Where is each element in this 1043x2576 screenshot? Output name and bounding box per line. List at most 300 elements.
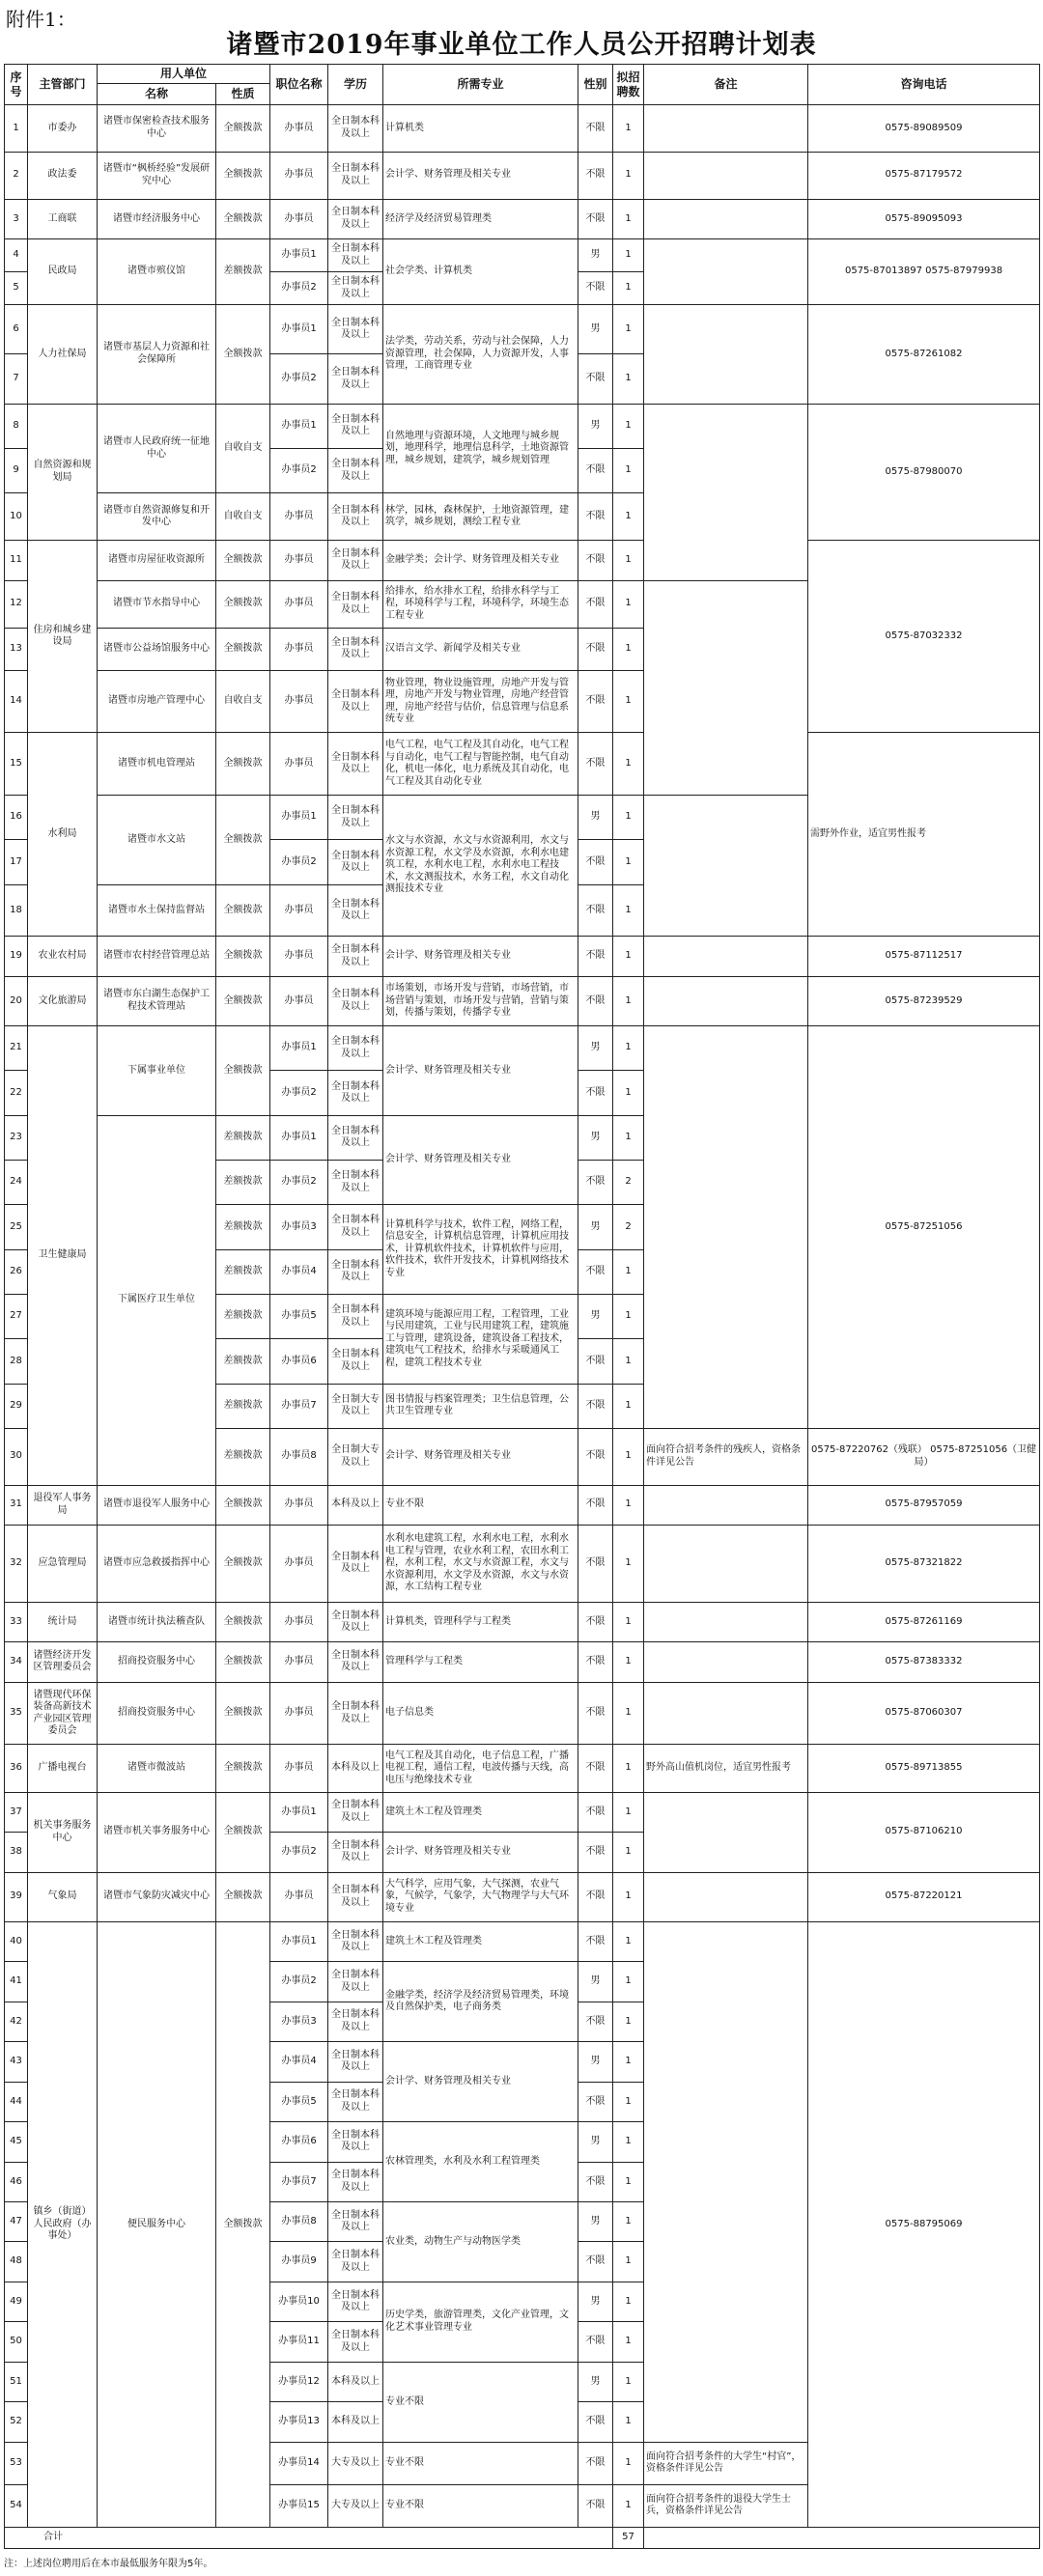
seq-cell: 30 (5, 1428, 28, 1485)
edu-cell: 全日制本科及以上 (328, 733, 383, 796)
table-row (5, 976, 1040, 1025)
major-cell: 水利水电建筑工程，水利水电工程，水利水电工程与管理，农业水利工程，农田水利工程，水利工程，水文与水资源工程，水文与水资源利用，水文学及水资源，水文与水资源，水工结构工程专业 (383, 1525, 578, 1602)
count-cell: 1 (613, 2122, 644, 2162)
remark-cell (644, 238, 808, 304)
gender-cell: 男 (578, 1294, 613, 1338)
major-cell: 会计学、财务管理及相关专业 (383, 1833, 578, 1872)
count-cell: 1 (613, 1384, 644, 1428)
post-cell: 办事员1 (270, 238, 328, 271)
gender-cell: 不限 (578, 840, 613, 884)
gender-cell: 不限 (578, 1833, 613, 1872)
phone-cell: 0575-87112517 (808, 937, 1040, 976)
dept-cell: 诸暨经济开发区管理委员会 (28, 1642, 98, 1682)
table-row (5, 541, 1040, 580)
phone-cell: 0575-87261082 (808, 305, 1040, 404)
gender-cell: 不限 (578, 1384, 613, 1428)
gender-cell: 不限 (578, 1921, 613, 1961)
post-cell: 办事员1 (270, 1921, 328, 1961)
header-count: 拟招聘数 (613, 65, 644, 105)
count-cell: 1 (613, 238, 644, 271)
count-cell: 1 (613, 2162, 644, 2201)
major-cell: 会计学、财务管理及相关专业 (383, 2042, 578, 2122)
unit-name-cell: 诸暨市东白湖生态保护工程技术管理站 (98, 976, 216, 1025)
phone-cell: 0575-89095093 (808, 199, 1040, 238)
seq-cell: 50 (5, 2322, 28, 2362)
unit-type-cell: 全额拨款 (216, 1792, 270, 1872)
gender-cell: 不限 (578, 976, 613, 1025)
count-cell: 1 (613, 733, 644, 796)
table-row (5, 1602, 1040, 1641)
unit-type-cell: 全额拨款 (216, 1682, 270, 1745)
post-cell: 办事员7 (270, 2162, 328, 2201)
edu-cell: 本科及以上 (328, 2362, 383, 2401)
seq-cell: 42 (5, 2002, 28, 2041)
gender-cell: 不限 (578, 628, 613, 670)
edu-cell: 全日制本科及以上 (328, 2202, 383, 2242)
seq-cell: 8 (5, 404, 28, 448)
page-title: 诸暨市2019年事业单位工作人员公开招聘计划表 (226, 30, 817, 60)
seq-cell: 20 (5, 976, 28, 1025)
edu-cell: 全日制本科及以上 (328, 152, 383, 199)
post-cell: 办事员2 (270, 272, 328, 305)
seq-cell: 22 (5, 1071, 28, 1115)
post-cell: 办事员 (270, 1682, 328, 1745)
post-cell: 办事员 (270, 733, 328, 796)
edu-cell: 大专及以上 (328, 2442, 383, 2484)
count-cell: 1 (613, 2242, 644, 2282)
gender-cell: 不限 (578, 541, 613, 580)
table-row (5, 1872, 1040, 1921)
total-count: 57 (613, 2528, 644, 2549)
phone-cell: 0575-87060307 (808, 1682, 1040, 1745)
phone-cell: 0575-87383332 (808, 1642, 1040, 1682)
edu-cell: 全日制本科及以上 (328, 1249, 383, 1294)
major-cell: 电子信息类 (383, 1682, 578, 1745)
gender-cell: 男 (578, 1026, 613, 1071)
gender-cell: 不限 (578, 2402, 613, 2442)
seq-cell: 1 (5, 105, 28, 153)
gender-cell: 不限 (578, 2162, 613, 2201)
post-cell: 办事员2 (270, 1161, 328, 1205)
post-cell: 办事员6 (270, 2122, 328, 2162)
unit-name-cell: 诸暨市节水指导中心 (98, 580, 216, 628)
unit-type-cell: 全额拨款 (216, 199, 270, 238)
count-cell: 1 (613, 541, 644, 580)
major-cell: 水文与水资源，水文与水资源利用，水文与水资源工程，水文学及水资源，水利水电建筑工程，水利水电工程，水利水电工程技术，水文测报技术，水务工程，水文自动化测报技术专业 (383, 796, 578, 937)
edu-cell: 全日制本科及以上 (328, 2042, 383, 2082)
unit-name-cell: 诸暨市统计执法稽查队 (98, 1602, 216, 1641)
gender-cell: 不限 (578, 199, 613, 238)
phone-cell: 0575-87179572 (808, 152, 1040, 199)
header-unit-type: 性质 (216, 84, 270, 105)
seq-cell: 23 (5, 1115, 28, 1160)
edu-cell: 全日制本科及以上 (328, 1872, 383, 1921)
table-row (5, 152, 1040, 199)
unit-type-cell: 全额拨款 (216, 1525, 270, 1602)
seq-cell: 36 (5, 1745, 28, 1792)
gender-cell: 不限 (578, 105, 613, 153)
gender-cell: 男 (578, 305, 613, 354)
gender-cell: 不限 (578, 1071, 613, 1115)
count-cell: 1 (613, 884, 644, 937)
remark-cell: 需野外作业，适宜男性报考 (808, 733, 1040, 937)
remark-cell (644, 1602, 808, 1641)
post-cell: 办事员 (270, 884, 328, 937)
count-cell: 1 (613, 1339, 644, 1384)
post-cell: 办事员2 (270, 1962, 328, 2002)
table-row (5, 105, 1040, 153)
phone-cell: 0575-87980070 (808, 404, 1040, 540)
gender-cell: 不限 (578, 1792, 613, 1832)
major-cell: 电气工程及其自动化，电子信息工程，广播电视工程，通信工程，电波传播与天线，高电压与绝缘技术专业 (383, 1745, 578, 1792)
seq-cell: 10 (5, 493, 28, 541)
remark-cell: 野外高山值机岗位，适宜男性报考 (644, 1745, 808, 1792)
major-cell: 计算机类，管理科学与工程类 (383, 1602, 578, 1641)
major-cell: 大气科学，应用气象，大气探测，农业气象，气候学，气象学，大气物理学与大气环境专业 (383, 1872, 578, 1921)
unit-type-cell: 全额拨款 (216, 976, 270, 1025)
table-row (5, 404, 1040, 448)
unit-name-cell: 便民服务中心 (98, 1921, 216, 2527)
count-cell: 1 (613, 1682, 644, 1745)
unit-type-cell: 差额拨款 (216, 238, 270, 304)
unit-type-cell: 差额拨款 (216, 1205, 270, 1249)
unit-name-cell: 诸暨市气象防灾减灾中心 (98, 1872, 216, 1921)
count-cell: 1 (613, 796, 644, 840)
seq-cell: 16 (5, 796, 28, 840)
dept-cell: 水利局 (28, 733, 98, 937)
seq-cell: 25 (5, 1205, 28, 1249)
gender-cell: 不限 (578, 1485, 613, 1525)
post-cell: 办事员 (270, 541, 328, 580)
count-cell: 1 (613, 1026, 644, 1071)
seq-cell: 39 (5, 1872, 28, 1921)
unit-name-cell: 诸暨市水文站 (98, 796, 216, 885)
seq-cell: 27 (5, 1294, 28, 1338)
dept-cell: 农业农村局 (28, 937, 98, 976)
post-cell: 办事员2 (270, 449, 328, 493)
edu-cell: 全日制本科及以上 (328, 493, 383, 541)
count-cell: 1 (613, 1792, 644, 1832)
count-cell: 1 (613, 2082, 644, 2121)
remark-cell: 面向符合招考条件的大学生“村官”，资格条件详见公告 (644, 2442, 808, 2484)
edu-cell: 全日制本科及以上 (328, 796, 383, 840)
count-cell: 1 (613, 105, 644, 153)
major-cell: 会计学、财务管理及相关专业 (383, 152, 578, 199)
dept-cell: 卫生健康局 (28, 1026, 98, 1485)
unit-type-cell: 全额拨款 (216, 541, 270, 580)
edu-cell: 全日制本科及以上 (328, 1161, 383, 1205)
edu-cell: 全日制本科及以上 (328, 541, 383, 580)
edu-cell: 全日制本科及以上 (328, 884, 383, 937)
edu-cell: 大专及以上 (328, 2484, 383, 2527)
gender-cell: 不限 (578, 2082, 613, 2121)
gender-cell: 男 (578, 2042, 613, 2082)
edu-cell: 全日制本科及以上 (328, 449, 383, 493)
unit-type-cell: 自收自支 (216, 404, 270, 493)
dept-cell: 统计局 (28, 1602, 98, 1641)
post-cell: 办事员6 (270, 1339, 328, 1384)
unit-name-cell: 诸暨市“枫桥经验”发展研究中心 (98, 152, 216, 199)
count-cell: 1 (613, 1249, 644, 1294)
edu-cell: 全日制本科及以上 (328, 1115, 383, 1160)
edu-cell: 全日制本科及以上 (328, 199, 383, 238)
edu-cell: 全日制本科及以上 (328, 670, 383, 733)
remark-cell (644, 1525, 808, 1602)
seq-cell: 12 (5, 580, 28, 628)
count-cell: 1 (613, 1602, 644, 1641)
unit-type-cell: 全额拨款 (216, 796, 270, 885)
post-cell: 办事员13 (270, 2402, 328, 2442)
count-cell: 1 (613, 2202, 644, 2242)
footnote: 注：上述岗位聘用后在本市最低服务年限为5年。 (4, 2559, 213, 2569)
count-cell: 1 (613, 2042, 644, 2082)
count-cell: 2 (613, 1161, 644, 1205)
header-phone: 咨询电话 (808, 65, 1040, 105)
seq-cell: 14 (5, 670, 28, 733)
phone-cell: 0575-87220121 (808, 1872, 1040, 1921)
count-cell: 1 (613, 628, 644, 670)
seq-cell: 32 (5, 1525, 28, 1602)
header-edu: 学历 (328, 65, 383, 105)
unit-type-cell: 全额拨款 (216, 884, 270, 937)
post-cell: 办事员3 (270, 1205, 328, 1249)
remark-cell (644, 937, 808, 976)
unit-name-cell: 诸暨市退役军人服务中心 (98, 1485, 216, 1525)
dept-cell: 退役军人事务局 (28, 1485, 98, 1525)
post-cell: 办事员2 (270, 1833, 328, 1872)
remark-cell (644, 1026, 808, 1429)
post-cell: 办事员5 (270, 1294, 328, 1338)
count-cell: 1 (613, 2442, 644, 2484)
edu-cell: 全日制本科及以上 (328, 238, 383, 271)
post-cell: 办事员5 (270, 2082, 328, 2121)
major-cell: 金融学类；会计学、财务管理及相关专业 (383, 541, 578, 580)
edu-cell: 全日制本科及以上 (328, 1339, 383, 1384)
seq-cell: 41 (5, 1962, 28, 2002)
phone-cell: 0575-87032332 (808, 541, 1040, 733)
major-cell: 建筑土木工程及管理类 (383, 1921, 578, 1961)
table-row (5, 1921, 1040, 1961)
edu-cell: 全日制本科及以上 (328, 1792, 383, 1832)
edu-cell: 全日制本科及以上 (328, 1525, 383, 1602)
unit-type-cell: 全额拨款 (216, 1921, 270, 2527)
seq-cell: 51 (5, 2362, 28, 2401)
unit-name-cell: 诸暨市殡仪馆 (98, 238, 216, 304)
post-cell: 办事员 (270, 152, 328, 199)
count-cell: 1 (613, 152, 644, 199)
remark-cell: 面向符合招考条件的退役大学生士兵，资格条件详见公告 (644, 2484, 808, 2527)
dept-cell: 民政局 (28, 238, 98, 304)
post-cell: 办事员 (270, 976, 328, 1025)
dept-cell: 应急管理局 (28, 1525, 98, 1602)
major-cell: 历史学类，旅游管理类，文化产业管理，文化艺术事业管理专业 (383, 2282, 578, 2362)
gender-cell: 不限 (578, 1339, 613, 1384)
gender-cell: 不限 (578, 1642, 613, 1682)
unit-type-cell: 自收自支 (216, 670, 270, 733)
count-cell: 1 (613, 1833, 644, 1872)
post-cell: 办事员15 (270, 2484, 328, 2527)
count-cell: 1 (613, 449, 644, 493)
major-cell: 计算机科学与技术，软件工程，网络工程，信息安全，计算机信息管理，计算机应用技术，计算机软件技术，计算机软件与应用，软件技术，软件开发技术，计算机网络技术专业 (383, 1205, 578, 1295)
header-remark: 备注 (644, 65, 808, 105)
dept-cell: 文化旅游局 (28, 976, 98, 1025)
dept-cell: 诸暨现代环保装备高新技术产业园区管理委员会 (28, 1682, 98, 1745)
unit-type-cell: 差额拨款 (216, 1384, 270, 1428)
gender-cell: 不限 (578, 449, 613, 493)
major-cell: 会计学、财务管理及相关专业 (383, 1428, 578, 1485)
seq-cell: 33 (5, 1602, 28, 1641)
post-cell: 办事员 (270, 105, 328, 153)
seq-cell: 17 (5, 840, 28, 884)
post-cell: 办事员1 (270, 796, 328, 840)
major-cell: 建筑土木工程及管理类 (383, 1792, 578, 1832)
count-cell: 1 (613, 404, 644, 448)
table-row (5, 1682, 1040, 1745)
post-cell: 办事员1 (270, 1026, 328, 1071)
remark-cell (644, 1792, 808, 1872)
seq-cell: 13 (5, 628, 28, 670)
major-cell: 农林管理类，水利及水利工程管理类 (383, 2122, 578, 2202)
gender-cell: 不限 (578, 1525, 613, 1602)
seq-cell: 5 (5, 272, 28, 305)
count-cell: 1 (613, 670, 644, 733)
header-unit-group: 用人单位 (98, 65, 270, 84)
post-cell: 办事员12 (270, 2362, 328, 2401)
unit-name-cell: 招商投资服务中心 (98, 1682, 216, 1745)
count-cell: 1 (613, 272, 644, 305)
post-cell: 办事员7 (270, 1384, 328, 1428)
post-cell: 办事员1 (270, 305, 328, 354)
edu-cell: 全日制本科及以上 (328, 1833, 383, 1872)
gender-cell: 不限 (578, 1872, 613, 1921)
count-cell: 1 (613, 305, 644, 354)
unit-name-cell: 诸暨市保密检查技术服务中心 (98, 105, 216, 153)
post-cell: 办事员1 (270, 404, 328, 448)
gender-cell: 不限 (578, 1745, 613, 1792)
table-row (5, 1792, 1040, 1832)
count-cell: 1 (613, 1745, 644, 1792)
edu-cell: 本科及以上 (328, 1485, 383, 1525)
phone-cell: 0575-88795069 (808, 1921, 1040, 2527)
table-row (5, 238, 1040, 271)
header-dept: 主管部门 (28, 65, 98, 105)
unit-name-cell: 诸暨市经济服务中心 (98, 199, 216, 238)
gender-cell: 不限 (578, 670, 613, 733)
count-cell: 1 (613, 1642, 644, 1682)
table-row (5, 305, 1040, 354)
unit-type-cell: 全额拨款 (216, 1485, 270, 1525)
count-cell: 1 (613, 1872, 644, 1921)
phone-cell: 0575-87013897 0575-87979938 (808, 238, 1040, 304)
major-cell: 专业不限 (383, 2362, 578, 2442)
count-cell: 2 (613, 1205, 644, 1249)
post-cell: 办事员10 (270, 2282, 328, 2321)
unit-type-cell: 全额拨款 (216, 305, 270, 404)
unit-name-cell: 诸暨市机电管理站 (98, 733, 216, 796)
remark-cell (644, 580, 808, 796)
seq-cell: 7 (5, 354, 28, 404)
major-cell: 建筑环境与能源应用工程，工程管理，工业与民用建筑，工业与民用建筑工程，建筑施工与管理，建筑设备，建筑设备工程技术，建筑电气工程技术，给排水与采暖通风工程，建筑工程技术专业 (383, 1294, 578, 1384)
table-row (5, 1525, 1040, 1602)
gender-cell: 不限 (578, 733, 613, 796)
post-cell: 办事员 (270, 1485, 328, 1525)
remark-cell (644, 152, 808, 199)
count-cell: 1 (613, 1428, 644, 1485)
post-cell: 办事员1 (270, 1115, 328, 1160)
major-cell: 经济学及经济贸易管理类 (383, 199, 578, 238)
major-cell: 法学类，劳动关系，劳动与社会保障，人力资源管理，社会保障，人力资源开发，人事管理，工商管理专业 (383, 305, 578, 404)
remark-cell (644, 105, 808, 153)
seq-cell: 37 (5, 1792, 28, 1832)
phone-cell: 0575-87239529 (808, 976, 1040, 1025)
remark-cell (644, 1872, 808, 1921)
major-cell: 会计学、财务管理及相关专业 (383, 1115, 578, 1205)
unit-type-cell: 全额拨款 (216, 628, 270, 670)
post-cell: 办事员 (270, 628, 328, 670)
edu-cell: 全日制本科及以上 (328, 840, 383, 884)
seq-cell: 43 (5, 2042, 28, 2082)
unit-type-cell: 差额拨款 (216, 1339, 270, 1384)
dept-cell: 广播电视台 (28, 1745, 98, 1792)
edu-cell: 全日制本科及以上 (328, 1921, 383, 1961)
major-cell: 金融学类，经济学及经济贸易管理类，环境及自然保护类，电子商务类 (383, 1962, 578, 2042)
gender-cell: 男 (578, 2122, 613, 2162)
unit-name-cell: 诸暨市房地产管理中心 (98, 670, 216, 733)
unit-name-cell: 诸暨市人民政府统一征地中心 (98, 404, 216, 493)
seq-cell: 11 (5, 541, 28, 580)
unit-name-cell: 招商投资服务中心 (98, 1642, 216, 1682)
unit-name-cell: 诸暨市微波站 (98, 1745, 216, 1792)
edu-cell: 全日制本科及以上 (328, 1071, 383, 1115)
remark-cell (644, 305, 808, 404)
phone-cell: 0575-87321822 (808, 1525, 1040, 1602)
count-cell: 1 (613, 2282, 644, 2321)
seq-cell: 19 (5, 937, 28, 976)
unit-type-cell: 差额拨款 (216, 1249, 270, 1294)
post-cell: 办事员8 (270, 1428, 328, 1485)
remark-cell (644, 404, 808, 580)
table-row (5, 937, 1040, 976)
gender-cell: 不限 (578, 1161, 613, 1205)
dept-cell: 气象局 (28, 1872, 98, 1921)
unit-name-cell: 诸暨市机关事务服务中心 (98, 1792, 216, 1872)
major-cell: 图书情报与档案管理类；卫生信息管理，公共卫生管理专业 (383, 1384, 578, 1428)
post-cell: 办事员2 (270, 1071, 328, 1115)
post-cell: 办事员9 (270, 2242, 328, 2282)
gender-cell: 男 (578, 1962, 613, 2002)
seq-cell: 29 (5, 1384, 28, 1428)
post-cell: 办事员 (270, 1745, 328, 1792)
post-cell: 办事员14 (270, 2442, 328, 2484)
seq-cell: 53 (5, 2442, 28, 2484)
gender-cell: 男 (578, 2202, 613, 2242)
edu-cell: 全日制本科及以上 (328, 1294, 383, 1338)
post-cell: 办事员 (270, 937, 328, 976)
table-row (5, 1485, 1040, 1525)
unit-name-cell: 下属事业单位 (98, 1026, 216, 1116)
gender-cell: 不限 (578, 152, 613, 199)
dept-cell: 人力社保局 (28, 305, 98, 404)
post-cell: 办事员2 (270, 354, 328, 404)
dept-cell: 政法委 (28, 152, 98, 199)
seq-cell: 40 (5, 1921, 28, 1961)
edu-cell: 全日制本科及以上 (328, 580, 383, 628)
seq-cell: 15 (5, 733, 28, 796)
unit-type-cell: 全额拨款 (216, 1872, 270, 1921)
edu-cell: 全日制本科及以上 (328, 1962, 383, 2002)
unit-type-cell: 全额拨款 (216, 152, 270, 199)
edu-cell: 全日制本科及以上 (328, 2002, 383, 2041)
